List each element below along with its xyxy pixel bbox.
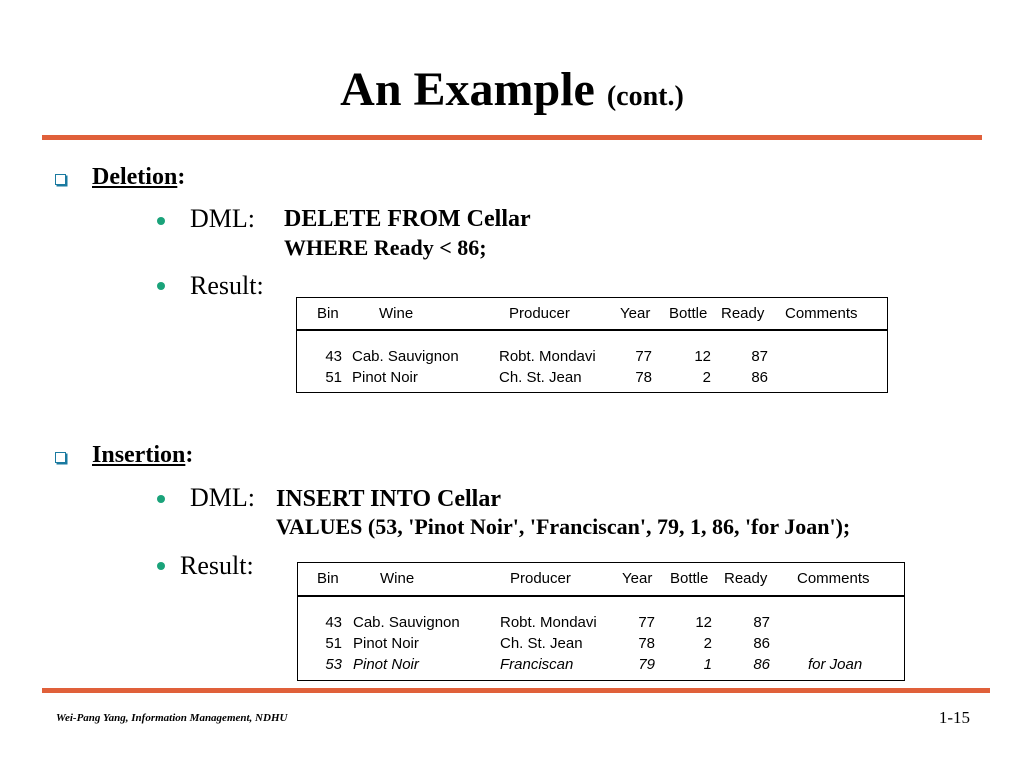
deletion-result-label: Result: bbox=[190, 271, 264, 300]
cell-ready: 86 bbox=[751, 369, 768, 386]
cell-ready: 87 bbox=[753, 614, 770, 631]
bullet-dot-icon bbox=[157, 495, 165, 503]
square-bullet-icon bbox=[55, 452, 66, 463]
cell-bin: 51 bbox=[325, 635, 342, 652]
footer-author: Wei-Pang Yang, Information Management, NDHU bbox=[56, 712, 288, 724]
cell-ready: 86 bbox=[753, 635, 770, 652]
cell-bottle: 2 bbox=[703, 635, 712, 652]
column-header-wine: Wine bbox=[380, 570, 415, 587]
cell-year: 78 bbox=[638, 635, 655, 652]
deletion-dml-line2: WHERE Ready < 86; bbox=[284, 235, 487, 260]
insertion-heading bbox=[92, 442, 193, 469]
header-divider bbox=[297, 329, 887, 331]
cell-wine: Cab. Sauvignon bbox=[352, 348, 459, 365]
column-header-bin: Bin bbox=[317, 570, 339, 587]
cell-bin: 53 bbox=[325, 656, 342, 673]
column-header-wine: Wine bbox=[379, 305, 414, 322]
cell-year: 78 bbox=[635, 369, 652, 386]
cell-year: 79 bbox=[638, 656, 655, 673]
insertion-result-table bbox=[297, 562, 905, 681]
deletion-dml-label: DML: bbox=[190, 204, 255, 233]
cell-year: 77 bbox=[638, 614, 655, 631]
cell-year: 77 bbox=[635, 348, 652, 365]
column-header-bottle: Bottle bbox=[670, 570, 709, 587]
insertion-heading-text: Insertion bbox=[92, 442, 186, 468]
title-main: An Example bbox=[340, 63, 595, 116]
title-sub: (cont.) bbox=[606, 81, 684, 112]
cell-producer: Robt. Mondavi bbox=[500, 614, 597, 631]
cell-bin: 43 bbox=[325, 614, 342, 631]
cell-wine: Pinot Noir bbox=[353, 656, 419, 673]
cell-wine: Pinot Noir bbox=[352, 369, 418, 386]
page-number: 1-15 bbox=[938, 708, 970, 727]
square-bullet-icon bbox=[55, 174, 66, 185]
cell-producer: Franciscan bbox=[500, 656, 574, 673]
cell-wine: Cab. Sauvignon bbox=[353, 614, 460, 631]
deletion-heading-text: Deletion bbox=[92, 164, 178, 190]
insertion-result-label: Result: bbox=[180, 551, 254, 580]
cell-ready: 86 bbox=[753, 656, 770, 673]
cell-wine: Pinot Noir bbox=[353, 635, 419, 652]
cell-bottle: 1 bbox=[703, 656, 712, 673]
column-header-bottle: Bottle bbox=[669, 305, 708, 322]
cell-bin: 43 bbox=[325, 348, 342, 365]
column-header-comments: Comments bbox=[797, 570, 870, 587]
deletion-colon: : bbox=[177, 164, 186, 190]
top-divider bbox=[42, 135, 982, 140]
cell-ready: 87 bbox=[751, 348, 768, 365]
cell-bottle: 2 bbox=[702, 369, 711, 386]
column-header-year: Year bbox=[620, 305, 651, 322]
insertion-dml-label: DML: bbox=[190, 483, 255, 512]
cell-bin: 51 bbox=[325, 369, 342, 386]
deletion-dml-line1: DELETE FROM Cellar bbox=[284, 206, 531, 232]
cell-bottle: 12 bbox=[695, 614, 712, 631]
bullet-dot-icon bbox=[157, 562, 165, 570]
insertion-colon: : bbox=[185, 442, 194, 468]
deletion-result-table bbox=[296, 297, 888, 393]
cell-producer: Robt. Mondavi bbox=[499, 348, 596, 365]
bullet-dot-icon bbox=[157, 217, 165, 225]
insertion-dml-line1: INSERT INTO Cellar bbox=[276, 486, 501, 512]
column-header-ready: Ready bbox=[724, 570, 768, 587]
bottom-divider bbox=[42, 688, 990, 693]
cell-comments: for Joan bbox=[808, 656, 863, 673]
column-header-ready: Ready bbox=[721, 305, 765, 322]
column-header-year: Year bbox=[622, 570, 653, 587]
header-divider bbox=[298, 595, 904, 597]
column-header-producer: Producer bbox=[509, 305, 570, 322]
cell-producer: Ch. St. Jean bbox=[500, 635, 583, 652]
column-header-comments: Comments bbox=[785, 305, 858, 322]
cell-bottle: 12 bbox=[694, 348, 711, 365]
deletion-heading bbox=[92, 164, 185, 191]
column-header-bin: Bin bbox=[317, 305, 339, 322]
insertion-dml-line2: VALUES (53, 'Pinot Noir', 'Franciscan', 79, 1, 86, 'for Joan'); bbox=[276, 514, 851, 539]
column-header-producer: Producer bbox=[510, 570, 571, 587]
bullet-dot-icon bbox=[157, 282, 165, 290]
slide-title bbox=[0, 62, 1024, 125]
cell-producer: Ch. St. Jean bbox=[499, 369, 582, 386]
